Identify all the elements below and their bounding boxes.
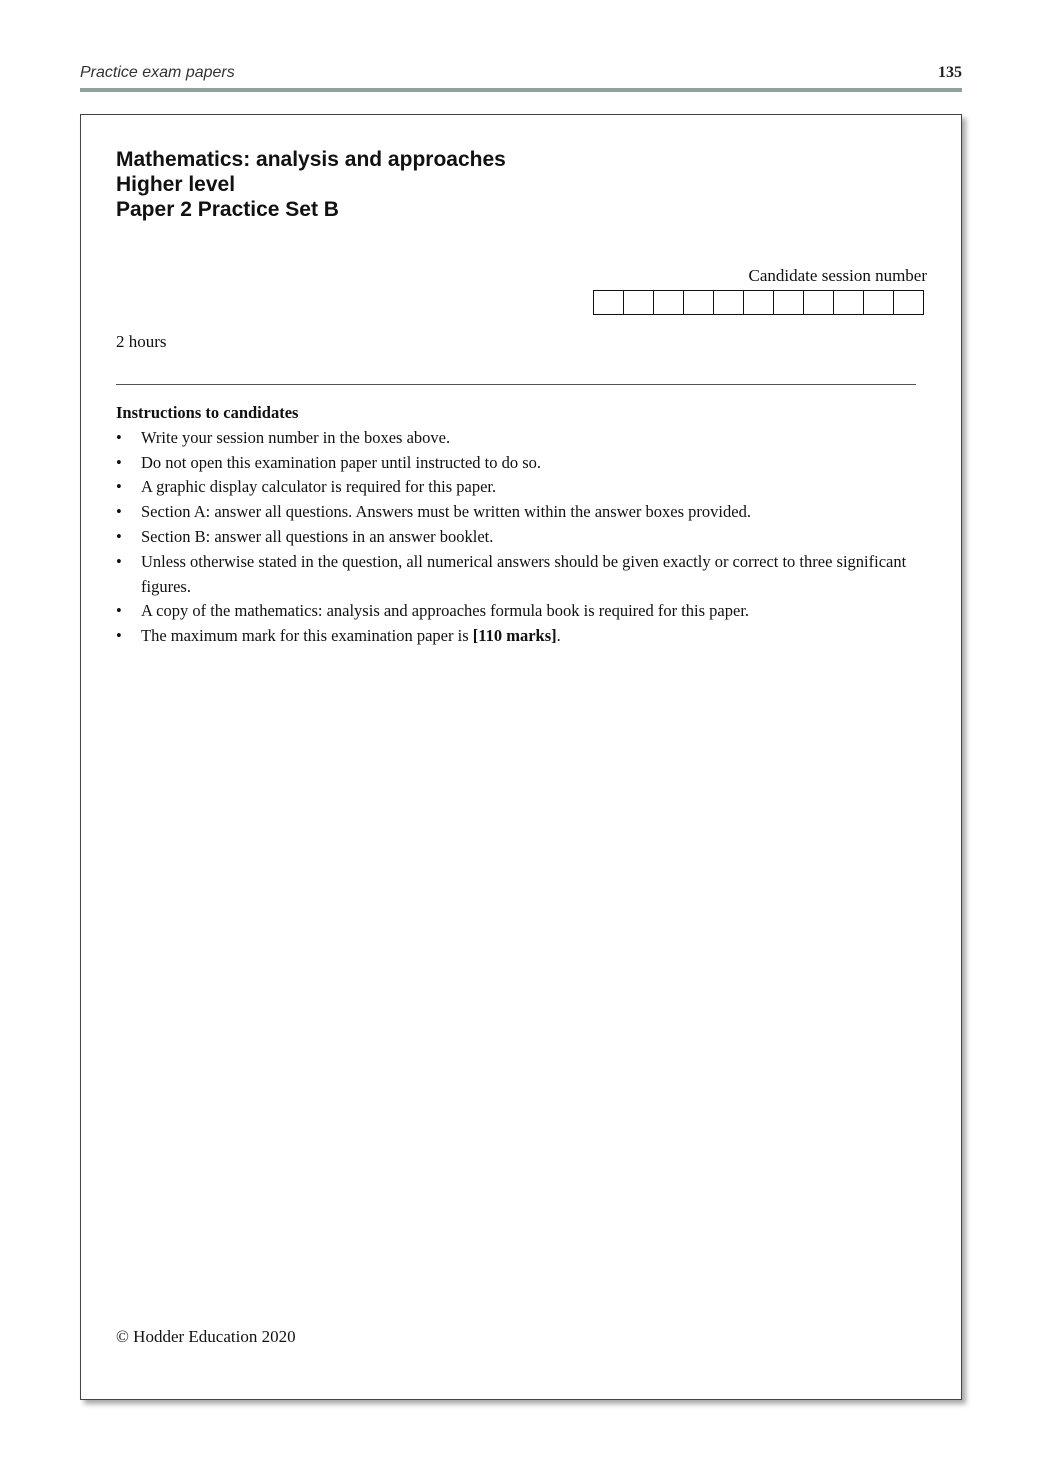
- instruction-text-suffix: .: [556, 626, 561, 646]
- page-number: 135: [938, 64, 962, 81]
- instruction-item: [116, 451, 916, 476]
- instructions-heading: Instructions to candidates: [116, 403, 299, 422]
- instruction-text: Section A: answer all questions. Answers must be written within the answer boxes provided.: [141, 502, 751, 522]
- header-rule: [80, 88, 962, 92]
- instruction-text: Section B: answer all questions in an answer booklet.: [141, 526, 494, 546]
- instruction-item: [116, 550, 916, 600]
- session-number-box[interactable]: [624, 291, 654, 314]
- max-marks: [110 marks]: [472, 626, 557, 646]
- section-divider: [116, 384, 916, 385]
- instruction-item: [116, 426, 916, 451]
- running-header-title: Practice exam papers: [80, 64, 235, 81]
- exam-cover-page: [80, 114, 962, 1400]
- session-number-box[interactable]: [894, 291, 924, 314]
- instructions-section: [116, 401, 916, 649]
- exam-duration: 2 hours: [116, 332, 167, 351]
- paper-title-block: [116, 147, 506, 222]
- instructions-list: [116, 426, 916, 649]
- instruction-text: Do not open this examination paper until instructed to do so.: [141, 452, 542, 472]
- paper-subject-title: Mathematics: analysis and approaches: [116, 148, 506, 171]
- running-header: [80, 62, 962, 86]
- instruction-item: [116, 500, 916, 525]
- session-number-box[interactable]: [684, 291, 714, 314]
- bullet-icon: •: [116, 502, 122, 522]
- paper-set: Paper 2 Practice Set B: [116, 198, 339, 221]
- bullet-icon: •: [116, 477, 122, 497]
- session-number-box[interactable]: [864, 291, 894, 314]
- instruction-text: Unless otherwise stated in the question, all numerical answers should be given exactly or correct to three significant figures.: [141, 551, 907, 596]
- instruction-text: Write your session number in the boxes above.: [141, 427, 451, 447]
- instruction-item: [116, 624, 916, 649]
- instruction-text: A copy of the mathematics: analysis and approaches formula book is required for this paper.: [141, 601, 750, 621]
- session-number-box[interactable]: [594, 291, 624, 314]
- session-number-box[interactable]: [714, 291, 744, 314]
- session-number-box[interactable]: [744, 291, 774, 314]
- session-number-label: Candidate session number: [748, 266, 927, 285]
- session-number-boxes[interactable]: [593, 290, 924, 315]
- copyright-notice: © Hodder Education 2020: [116, 1327, 296, 1346]
- bullet-icon: •: [116, 427, 122, 447]
- bullet-icon: •: [116, 601, 122, 621]
- session-number-box[interactable]: [804, 291, 834, 314]
- instruction-text: A graphic display calculator is required for this paper.: [141, 477, 497, 497]
- session-number-box[interactable]: [774, 291, 804, 314]
- instruction-item: [116, 599, 916, 624]
- bullet-icon: •: [116, 526, 122, 546]
- bullet-icon: •: [116, 626, 122, 646]
- instruction-item: [116, 525, 916, 550]
- session-number-box[interactable]: [654, 291, 684, 314]
- bullet-icon: •: [116, 452, 122, 472]
- paper-level: Higher level: [116, 173, 236, 196]
- bullet-icon: •: [116, 551, 122, 571]
- session-number-box[interactable]: [834, 291, 864, 314]
- instruction-item: [116, 475, 916, 500]
- instruction-text-prefix: The maximum mark for this examination paper is: [141, 626, 473, 646]
